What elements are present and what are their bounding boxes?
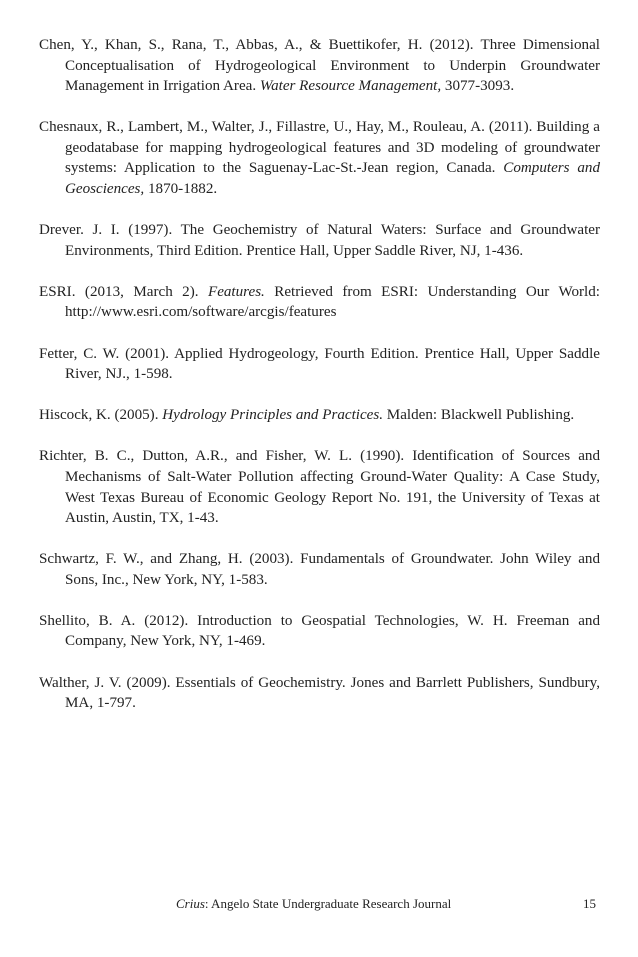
- reference-pages: Malden: Blackwell Publishing.: [383, 407, 575, 424]
- journal-name-rest: : Angelo State Undergraduate Research Journal: [204, 896, 452, 911]
- page-number: 15: [583, 896, 596, 911]
- reference-source-italic: Water Resource Management,: [259, 78, 442, 95]
- journal-name-italic: Crius: [176, 896, 205, 911]
- reference-entry: [39, 549, 600, 590]
- reference-entry: [39, 35, 600, 97]
- reference-pages: Retrieved from ESRI: Understanding Our World: http://www.esri.com/software/arcgis/features: [65, 283, 600, 321]
- reference-entry: [39, 117, 600, 199]
- reference-source-italic: Hydrology Principles and Practices.: [162, 407, 384, 424]
- reference-entry: [39, 220, 600, 261]
- reference-entry: [39, 611, 600, 652]
- reference-entry: [39, 446, 600, 528]
- reference-pages: 3077-3093.: [441, 78, 515, 95]
- reference-entry: [39, 673, 600, 714]
- reference-text: Fetter, C. W. (2001). Applied Hydrogeology, Fourth Edition. Prentice Hall, Upper Saddle River, NJ., 1-598.: [39, 345, 600, 383]
- journal-title: [176, 896, 451, 912]
- reference-entry: [39, 344, 600, 385]
- reference-list: [39, 35, 600, 734]
- reference-text: Shellito, B. A. (2012). Introduction to Geospatial Technologies, W. H. Freeman and Company, New York, NY, 1-469.: [39, 612, 600, 650]
- reference-entry: [39, 282, 600, 323]
- reference-text: Chesnaux, R., Lambert, M., Walter, J., Fillastre, U., Hay, M., Rouleau, A. (2011). Building a geodatabase for mapping hydrogeological features and 3D modeling of groundwater systems: Application to the Saguenay-Lac-St.-Jean region, Canada.: [39, 119, 600, 177]
- reference-text: Walther, J. V. (2009). Essentials of Geochemistry. Jones and Barrlett Publishers, Sundbury, MA, 1-797.: [39, 674, 600, 712]
- reference-text: Schwartz, F. W., and Zhang, H. (2003). Fundamentals of Groundwater. John Wiley and Sons, Inc., New York, NY, 1-583.: [39, 551, 600, 588]
- reference-text: Richter, B. C., Dutton, A.R., and Fisher, W. L. (1990). Identification of Sources and Mechanisms of Salt-Water Pollution affecting Ground-Water Quality: A Case Study, West Texas Bureau of Economic Geology Report No. 191, the University of Texas at Austin, Austin, TX, 1-43.: [39, 448, 600, 527]
- reference-text: Hiscock, K. (2005).: [39, 407, 163, 424]
- reference-pages: 1870-1882.: [144, 181, 218, 198]
- reference-text: ESRI. (2013, March 2).: [39, 283, 208, 300]
- reference-source-italic: Features.: [207, 283, 265, 300]
- page-footer: [0, 896, 638, 916]
- reference-entry: [39, 405, 600, 426]
- reference-text: Chen, Y., Khan, S., Rana, T., Abbas, A., & Buettikofer, H. (2012). Three Dimensional Conceptualisation of Hydrogeological Environment to Underpin Groundwater Management in Irrigation Area.: [39, 37, 600, 95]
- reference-text: Drever. J. I. (1997). The Geochemistry of Natural Waters: Surface and Groundwater Environments, Third Edition. Prentice Hall, Upper Saddle River, NJ, 1-436.: [39, 222, 600, 259]
- reference-source-italic: Computers and Geosciences,: [65, 160, 600, 198]
